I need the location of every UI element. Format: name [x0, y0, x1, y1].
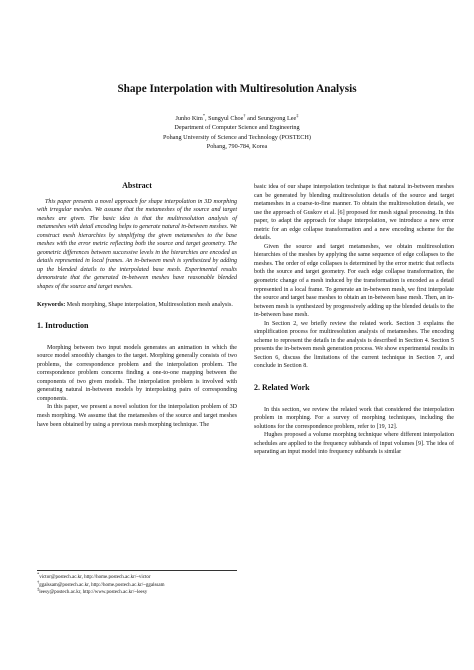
affiliation-university: Pohang University of Science and Technology (POSTECH) [163, 133, 311, 141]
section-heading-introduction: 1. Introduction [37, 321, 89, 331]
keywords [37, 301, 237, 310]
intro-paragraph-4: Given the source and target metameshes, we obtain multiresolution hierarchies of the meshes by applying the same sequence of edge collapses to the meshes. The order of edge collapses is determined by the error metric that reflects both the source and target geometry. For each edge collapse transformation, the geometric change of a mesh induced by the transformation is encoded as a detail represented in a local frame. To generate an in-between mesh, we first interpolate the source and target base meshes to obtain an in-between base mesh. Then, an in-between mesh is synthesized by progressively adding up the blended details to the in-between base mesh. [254, 243, 454, 319]
intro-paragraph-5: In Section 2, we briefly review the related work. Section 3 explains the simplification process for multiresolution analysis of metameshes. The encoding scheme to represent the details in the analysis is described in Section 4. Section 5 presents the in-between mesh generation process. We show experimental results in Section 6, discuss the limitations of the current technique in Section 7, and conclude in Section 8. [254, 320, 454, 370]
footnote-3 [37, 586, 237, 597]
keywords-text: Mesh morphing, Shape interpolation, Multiresolution mesh analysis. [65, 301, 233, 308]
author-3: Seungyong Lee [257, 115, 297, 122]
author-2: Sungyul Choe [208, 115, 244, 122]
paper-title: Shape Interpolation with Multiresolution Analysis [117, 83, 357, 95]
abstract-heading: Abstract [122, 181, 152, 190]
intro-paragraph-2: In this paper, we present a novel solution for the interpolation problem of 3D mesh morphing. We assume that the metameshes of the source and target meshes have been obtained by using a previous mesh morphing technique. The [37, 404, 237, 428]
author-separator-1: , [205, 115, 209, 122]
footnote-3-mark: ‡ [37, 586, 40, 592]
affiliation-dept: Department of Computer Science and Engineering [174, 124, 300, 132]
related-paragraph-2: Hughes proposed a volume morphing technique where different interpolation schedules are applied to the frequency subbands of input volumes [9]. The idea of separating an input model into frequency subbands is similar [254, 432, 454, 456]
right-column [254, 183, 454, 457]
footnote-2 [37, 578, 237, 590]
footnote-1-mark: * [37, 571, 40, 577]
abstract-text: This paper presents a novel approach for shape interpolation in 3D morphing with irregular meshes. We assume that the metameshes of the source and target meshes are given. The basic idea is that the multiresolution analysis of metameshes with detail encoding helps to generate natural in-between meshes. We construct mesh hierarchies by simplifying the given metameshes to the base meshes with the error metric reflecting both the source and target geometry. The geometric differences between successive levels in the hierarchies are encoded as details represented in local frames. An in-between mesh is synthesized by adding up the blended details to the interpolated base mesh. Experimental results demonstrate that the generated in-between meshes have reasonable blended shapes of the source and target meshes. [37, 198, 237, 291]
author-block [0, 114, 474, 151]
intro-paragraph-1: Morphing between two input models generates an animation in which the source model smoothly changes to the target. Morphing generally consists of two problems, the correspondence problem and the interpolation problem. The correspondence problem concerns finding a one-to-one mapping between the components of two given models. The interpolation problem is involved with generating natural in-between models by interpolating pairs of corresponding components. [37, 344, 237, 402]
author-1-mark: * [202, 112, 206, 118]
author-separator-2: and [245, 115, 258, 122]
keywords-label: Keywords: [37, 301, 66, 308]
left-column [37, 182, 237, 429]
author-names [0, 114, 474, 123]
intro-paragraph-3: basic idea of our shape interpolation technique is that natural in-between meshes can be generated by blending multiresolution details of the source and target metameshes in a coarse-to-fine manner. To obtain the multiresolution details, we use the approach of Guskov et al. [6] proposed for mesh signal processing. In this paper, to adapt the approach for shape interpolation, we introduce a new error metric for an edge collapse transformation and a new encoding scheme for the details. [254, 184, 454, 242]
footnote-2-text: ggalssam@postech.ac.kr, http://home.postech.ac.kr/~ggalssam [39, 582, 165, 588]
footnote-2-mark: † [37, 578, 40, 584]
related-paragraph-1: In this section, we review the related work that considered the interpolation problem in morphing. For a survey of morphing techniques, including the solutions for the correspondence problem, refer to [19, 12]. [254, 406, 454, 430]
author-2-mark: † [243, 112, 246, 118]
footnote-3-text: leesy@postech.ac.kr, http://www.postech.ac.kr/~leesy [39, 590, 148, 596]
author-3-mark: ‡ [296, 112, 299, 118]
footnotes [37, 570, 237, 597]
footnote-1-text: victor@postech.ac.kr, http://home.postech.ac.kr/~victor [39, 575, 151, 580]
section-heading-related-work: 2. Related Work [254, 383, 310, 393]
author-1: Junho Kim [175, 115, 203, 122]
affiliation-city: Pohang, 790-784, Korea [206, 142, 268, 150]
footnote-1 [37, 571, 237, 582]
